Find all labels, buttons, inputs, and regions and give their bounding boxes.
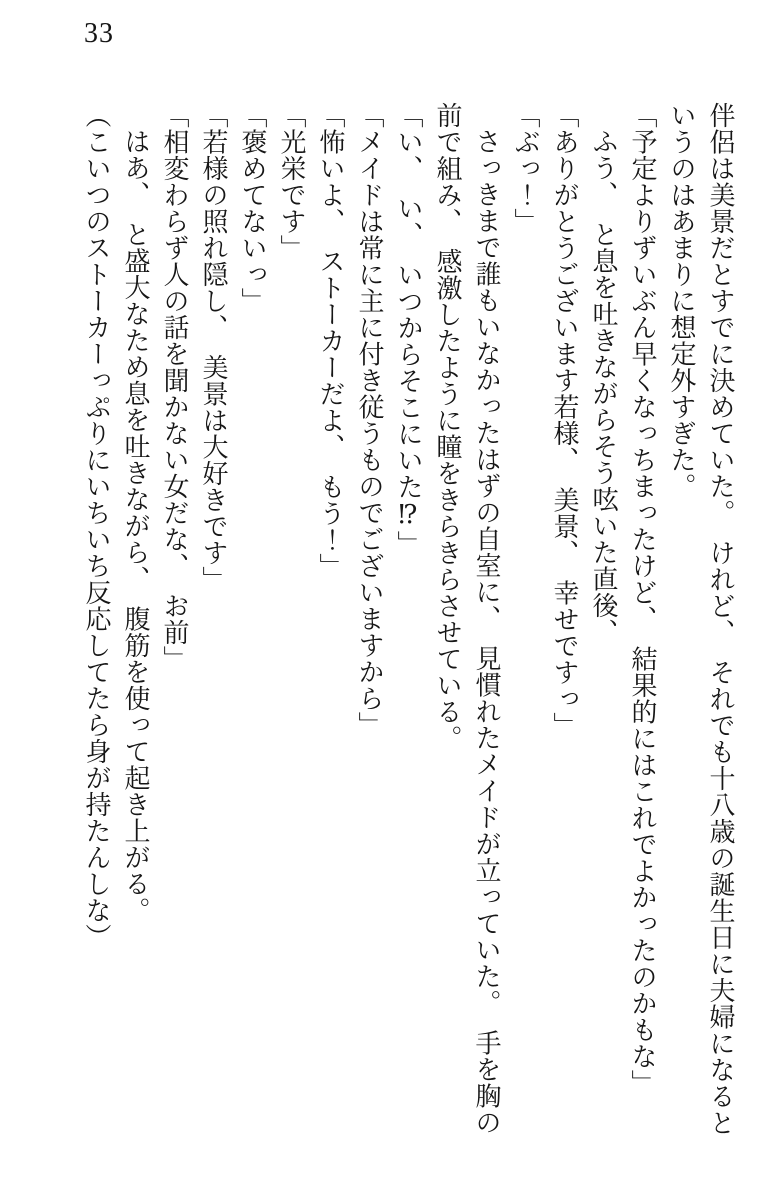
text-line: 「い、 い、 いつからそこにいた⁉」 xyxy=(394,102,423,557)
text-line: 前で組み、 感激したように瞳をきらきらさせている。 xyxy=(433,102,462,752)
text-line: 「ありがとうございます若様、 美景、 幸せですっ」 xyxy=(550,102,579,739)
vertical-text-body xyxy=(77,102,740,1177)
text-line: はあ、 と盛大なため息を吐きながら、 腹筋を使って起き上がる。 xyxy=(121,128,150,924)
text-line: 「予定よりずいぶん早くなっちまったけど、 結果的にはこれでよかったのかもな」 xyxy=(628,102,657,1096)
text-line: 「メイドは常に主に付き従うものでございますから」 xyxy=(355,102,384,738)
text-line: いうのはあまりに想定外すぎた。 xyxy=(667,102,696,500)
text-line: 「相変わらず人の話を聞かない女だな、 お前」 xyxy=(160,102,189,672)
text-line: 「ぶっ！」 xyxy=(511,102,540,235)
text-line: 「若様の照れ隠し、 美景は大好きです」 xyxy=(199,102,228,593)
text-line: 伴侶は美景だとすでに決めていた。 けれど、 それでも十八歳の誕生日に夫婦になると xyxy=(706,102,735,1136)
text-line: 「怖いよ、 ストーカーだよ、 もう！」 xyxy=(316,102,345,580)
text-line: 「光栄です」 xyxy=(277,102,306,261)
page-number: 33 xyxy=(84,18,114,49)
text-line: さっきまで誰もいなかったはずの自室に、 見慣れたメイドが立っていた。 手を胸の xyxy=(472,128,501,1136)
text-line: （こいつのストーカーっぷりにいちいち反応してたら身が持たんしな） xyxy=(82,102,111,950)
text-line: 「褒めてないっ」 xyxy=(238,102,267,314)
text-line: ふう、 と息を吐きながらそう呟いた直後、 xyxy=(589,128,618,645)
